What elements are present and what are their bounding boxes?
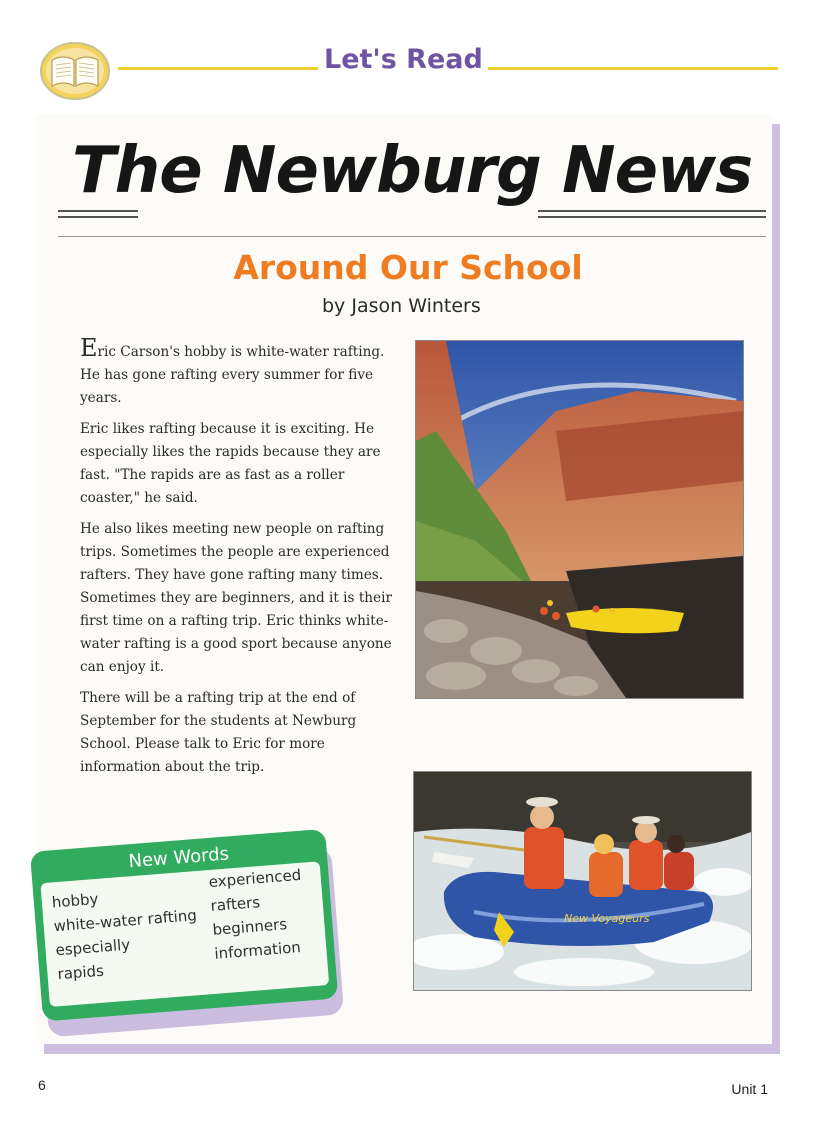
newspaper-title: The Newburg News	[72, 134, 753, 208]
new-words-column-right	[208, 863, 308, 966]
vocab-word: hobby	[51, 889, 100, 912]
header-rule-right	[488, 67, 778, 70]
raft-brand-text: New Voyageurs	[564, 912, 650, 925]
new-words-box	[36, 840, 336, 1030]
vocab-word: beginners	[211, 915, 288, 939]
masthead-rule-right-2	[538, 216, 766, 218]
vocab-word: information	[213, 938, 302, 963]
page-header-title: Let's Read	[324, 44, 483, 75]
canyon-rafting-photo	[415, 340, 744, 699]
vocab-word: white-water rafting	[53, 906, 198, 936]
article-paragraph-3: He also likes meeting new people on rafting trips. Sometimes the people are experienced rafters. They have gone rafting many times. Sometimes they are beginners, and it is their first time on a rafting trip. Eric thinks white-water rafting is a good sport because anyone can enjoy it.	[80, 521, 392, 675]
unit-label: Unit 1	[731, 1081, 768, 1097]
new-words-card	[30, 829, 338, 1022]
masthead-rule-left-2	[58, 216, 138, 218]
article-body	[80, 334, 395, 787]
masthead-rule-left	[58, 210, 138, 212]
header-rule-left	[118, 67, 318, 70]
section-title: Around Our School	[233, 248, 583, 287]
drop-cap: E	[80, 334, 98, 362]
article-paragraph-1	[80, 334, 395, 410]
vocab-word: experienced	[208, 865, 302, 892]
new-words-list	[40, 861, 329, 1007]
open-book-icon	[38, 40, 112, 102]
vocab-word: rapids	[56, 961, 105, 984]
paragraph-1-text: ric Carson's hobby is white-water rafting. He has gone rafting every summer for five years.	[80, 344, 385, 406]
new-words-title: New Words	[127, 843, 230, 873]
masthead-rule-right	[538, 210, 766, 212]
article-paragraph-4: There will be a rafting trip at the end of September for the students at Newburg School. Please talk to Eric for more information about the trip.	[80, 690, 357, 775]
page-number: 6	[38, 1077, 46, 1093]
new-words-column-left	[51, 879, 202, 986]
rapids-raft-photo	[413, 771, 752, 991]
vocab-word: rafters	[209, 893, 261, 915]
article-paragraph-2: Eric likes rafting because it is exciting. He especially likes the rapids because they are fast. "The rapids are as fast as a roller coaster," he said.	[80, 421, 381, 506]
byline: by Jason Winters	[322, 295, 481, 317]
masthead-divider	[58, 236, 766, 237]
vocab-word: especially	[54, 935, 131, 960]
